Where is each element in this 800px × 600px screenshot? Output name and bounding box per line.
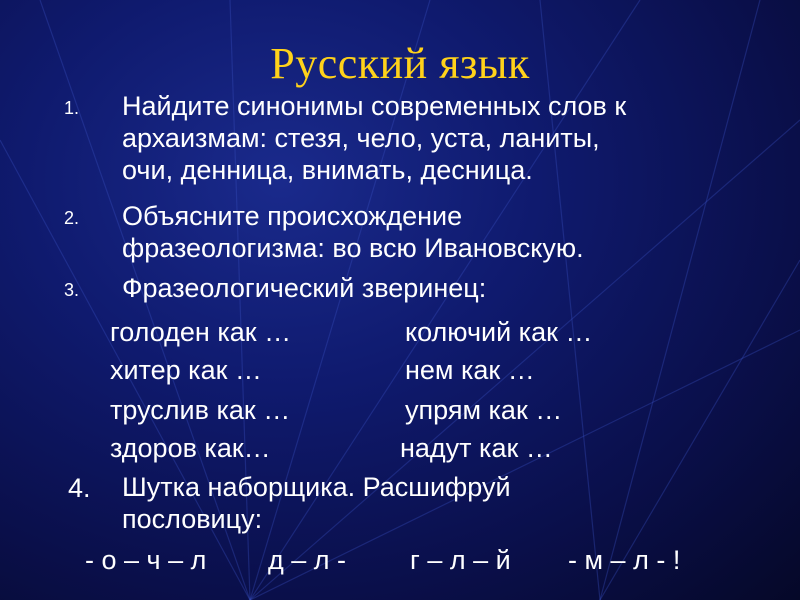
simile-right: нем как … — [405, 355, 535, 385]
list-item — [122, 471, 722, 535]
item-line: архаизмам: стезя, чело, уста, ланиты, — [122, 123, 600, 153]
item-line: Фразеологический зверинец: — [122, 273, 487, 303]
list-number: 1. — [64, 98, 80, 118]
list-number: 4. — [68, 473, 91, 503]
cipher-word: г – л – й — [410, 545, 511, 575]
list-item — [122, 90, 722, 186]
simile-left: труслив как … — [110, 395, 291, 425]
list-item — [122, 200, 722, 264]
simile-left: голоден как … — [110, 317, 292, 347]
simile-left: здоров как… — [110, 433, 271, 463]
simile-right: колючий как … — [405, 317, 593, 347]
list-item — [122, 272, 722, 304]
item-line: пословицу: — [122, 504, 263, 534]
cipher-word: д – л - — [268, 545, 347, 575]
list-number: 3. — [64, 280, 80, 300]
cipher-word: - м – л - ! — [568, 545, 681, 575]
cipher-word: - о – ч – л — [85, 545, 207, 575]
list-number: 2. — [64, 208, 80, 228]
item-line: Объясните происхождение — [122, 201, 463, 231]
simile-right: упрям как … — [405, 395, 563, 425]
slide-title: Русский язык — [270, 39, 530, 88]
item-line: Шутка наборщика. Расшифруй — [122, 472, 511, 502]
simile-left: хитер как … — [110, 355, 262, 385]
item-line: фразеологизма: во всю Ивановскую. — [122, 233, 584, 263]
item-line: очи, денница, внимать, десница. — [122, 155, 533, 185]
simile-right: надут как … — [400, 433, 553, 463]
item-line: Найдите синонимы современных слов к — [122, 91, 627, 121]
